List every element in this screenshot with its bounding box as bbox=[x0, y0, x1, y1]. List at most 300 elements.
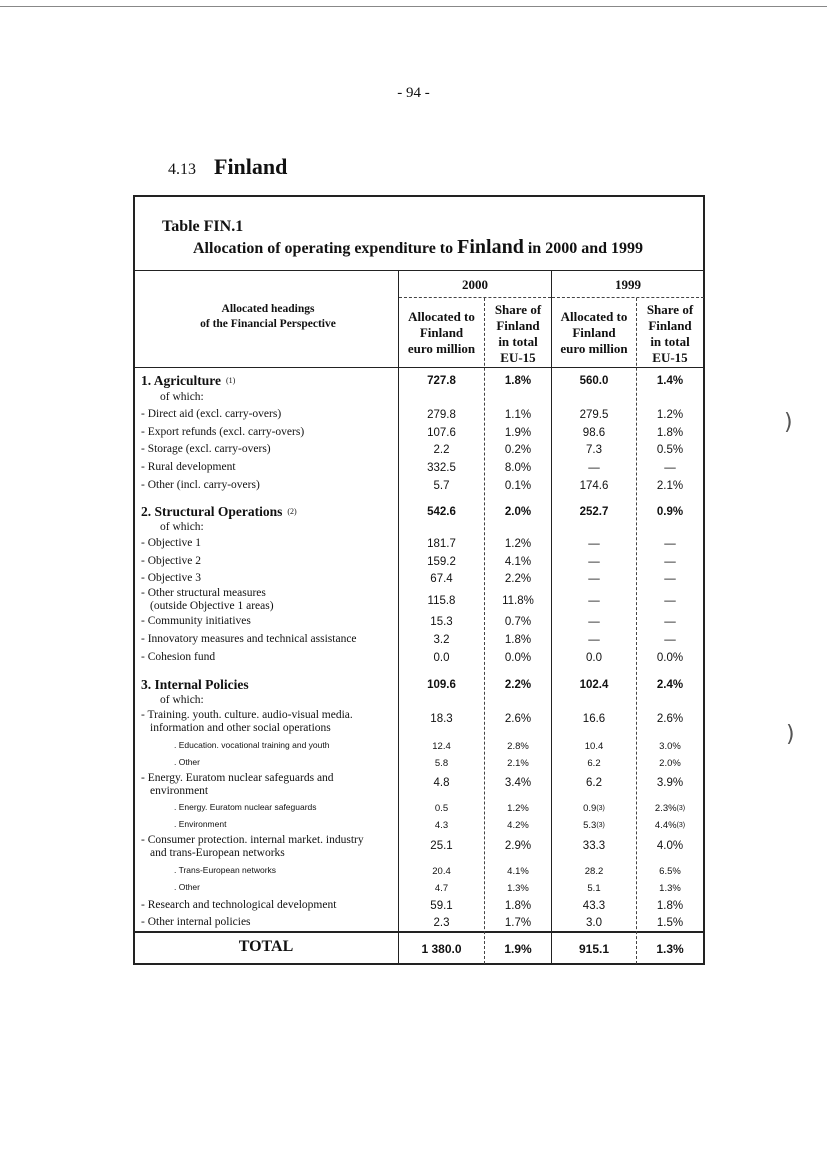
row-label bbox=[141, 555, 397, 568]
total-label: TOTAL bbox=[238, 938, 294, 955]
cell-alloc-2000 bbox=[399, 777, 484, 790]
cell-value: 8.0% bbox=[504, 462, 532, 474]
cell-value: 2.1% bbox=[507, 758, 529, 769]
cell-value: 1.2% bbox=[656, 409, 684, 421]
cell-share-1999 bbox=[636, 917, 704, 930]
cell-share-2000 bbox=[484, 444, 552, 457]
row-label-text: 3. Internal Policies bbox=[141, 677, 249, 692]
cell-share-1999 bbox=[636, 679, 704, 692]
cell-value: 33.3 bbox=[582, 840, 606, 852]
cell-value: 1.3% bbox=[659, 883, 681, 894]
row-label bbox=[141, 587, 397, 613]
share-line3: in total bbox=[650, 334, 690, 349]
cell-share-2000 bbox=[484, 865, 552, 878]
row-label bbox=[141, 408, 397, 421]
cell-value: 1.8% bbox=[504, 634, 532, 646]
section-row-label bbox=[141, 505, 397, 518]
cell-value: 3.9% bbox=[656, 777, 684, 789]
row-label-text: . Other bbox=[174, 882, 200, 892]
row-label-text: - Rural development bbox=[141, 461, 236, 473]
headings-line2: of the Financial Perspective bbox=[200, 318, 336, 330]
cell-value: 727.8 bbox=[427, 375, 456, 387]
cell-value: — bbox=[664, 573, 676, 585]
cell-share-2000 bbox=[484, 634, 552, 647]
cell-share-1999 bbox=[636, 634, 704, 647]
row-label-text: 2. Structural Operations bbox=[141, 504, 283, 519]
cell-value: — bbox=[588, 556, 600, 568]
cell-value: 16.6 bbox=[582, 713, 606, 725]
cell-alloc-1999 bbox=[552, 900, 636, 913]
row-label-text: - Research and technological development bbox=[141, 899, 337, 911]
share-line3: in total bbox=[498, 334, 538, 349]
cell-alloc-1999 bbox=[552, 538, 636, 551]
cell-value: 1.2% bbox=[507, 803, 529, 814]
cell-value: 2.2 bbox=[433, 444, 450, 456]
cell-share-2000 bbox=[484, 777, 552, 790]
cell-value: 2.8% bbox=[507, 741, 529, 752]
cell-value: 0.7% bbox=[504, 616, 532, 628]
cell-share-2000 bbox=[484, 713, 552, 726]
row-label-continuation: information and other social operations bbox=[150, 722, 331, 734]
cell-value: 181.7 bbox=[427, 538, 456, 550]
row-label-text: - Objective 3 bbox=[141, 572, 202, 584]
cell-value: 4.4% bbox=[654, 820, 677, 831]
cell-alloc-2000 bbox=[399, 652, 484, 665]
row-label-text: - Energy. Euratom nuclear safeguards and bbox=[141, 772, 334, 784]
cell-value: 43.3 bbox=[582, 900, 606, 912]
cell-value: 5.1 bbox=[587, 883, 601, 894]
table-title-country: Finland bbox=[457, 236, 524, 258]
cell-alloc-1999 bbox=[552, 865, 636, 878]
cell-alloc-2000 bbox=[399, 480, 484, 493]
cell-value: 542.6 bbox=[427, 506, 456, 518]
row-label-text: . Trans-European networks bbox=[174, 865, 277, 875]
cell-share-1999 bbox=[636, 427, 704, 440]
cell-share-1999 bbox=[636, 865, 704, 878]
cell-share-2000 bbox=[484, 480, 552, 493]
cell-value: 5.3 bbox=[583, 820, 597, 831]
cell-share-1999 bbox=[636, 375, 704, 388]
cell-alloc-2000 bbox=[399, 427, 484, 440]
cell-value: 159.2 bbox=[427, 556, 456, 568]
section-title: Finland bbox=[214, 154, 288, 179]
cell-value: 0.9 bbox=[583, 803, 597, 814]
row-label bbox=[141, 899, 397, 912]
cell-share-2000 bbox=[484, 802, 552, 815]
cell-alloc-2000 bbox=[399, 409, 484, 422]
cell-share-1999 bbox=[636, 462, 704, 475]
cell-value: 2.2% bbox=[504, 573, 532, 585]
cell-value: — bbox=[664, 538, 676, 550]
row-label-text: of which: bbox=[160, 391, 204, 403]
cell-alloc-2000 bbox=[399, 757, 484, 770]
cell-alloc-2000 bbox=[399, 375, 484, 388]
table-title bbox=[193, 236, 643, 259]
cell-share-2000 bbox=[484, 840, 552, 853]
cell-share-2000 bbox=[484, 375, 552, 388]
cell-value: 1.7% bbox=[504, 917, 532, 929]
table-title-post: in 2000 and 1999 bbox=[523, 240, 643, 257]
cell-share-1999 bbox=[636, 409, 704, 422]
cell-share-1999 bbox=[636, 595, 704, 608]
cell-value: 1.8% bbox=[504, 375, 532, 387]
row-label-text: - Other structural measures bbox=[141, 587, 266, 599]
cell-alloc-2000 bbox=[399, 444, 484, 457]
cell-value: 0.5 bbox=[434, 803, 449, 814]
cell-value: 3.2 bbox=[433, 634, 450, 646]
cell-value: 1.3% bbox=[507, 883, 529, 894]
share-line4: EU-15 bbox=[500, 350, 536, 365]
table-label: Table FIN.1 bbox=[162, 218, 244, 235]
cell-value: 560.0 bbox=[579, 375, 609, 387]
row-label bbox=[141, 461, 397, 474]
section-row-label bbox=[141, 374, 397, 387]
cell-share-2000 bbox=[484, 506, 552, 519]
cell-value: 115.8 bbox=[427, 595, 456, 607]
page-number: - 94 - bbox=[397, 85, 430, 101]
cell-alloc-1999 bbox=[552, 556, 636, 569]
cell-value: 5.7 bbox=[433, 480, 450, 492]
share-line2: Finland bbox=[496, 318, 540, 333]
row-label-text: . Education. vocational training and youth bbox=[174, 740, 330, 750]
cell-value: 3.0% bbox=[659, 741, 681, 752]
row-label bbox=[141, 916, 397, 929]
cell-share-2000 bbox=[484, 538, 552, 551]
cell-value: 1.8% bbox=[504, 900, 532, 912]
cell-value: 0.1% bbox=[504, 480, 532, 492]
row-label-text: of which: bbox=[160, 694, 204, 706]
row-label-continuation: (outside Objective 1 areas) bbox=[150, 600, 274, 612]
cell-value: 174.6 bbox=[579, 480, 609, 492]
cell-value: 3.4% bbox=[504, 777, 532, 789]
cell-value: 98.6 bbox=[582, 427, 606, 439]
cell-share-2000 bbox=[484, 917, 552, 930]
cell-alloc-2000 bbox=[399, 556, 484, 569]
cell-share-1999 bbox=[636, 740, 704, 753]
cell-alloc-1999 bbox=[552, 409, 636, 422]
cell-value: 7.3 bbox=[586, 444, 602, 456]
row-label bbox=[141, 834, 397, 860]
top-rule bbox=[0, 6, 827, 7]
cell-share-2000 bbox=[484, 819, 552, 832]
cell-value: 107.6 bbox=[427, 427, 456, 439]
cell-alloc-2000 bbox=[399, 740, 484, 753]
cell-share-1999 bbox=[636, 506, 704, 519]
header-bottom-rule bbox=[134, 367, 704, 368]
footnote-marker: (3) bbox=[596, 805, 605, 812]
cell-share-2000 bbox=[484, 427, 552, 440]
cell-value: — bbox=[664, 556, 676, 568]
alloc-line3: euro million bbox=[560, 341, 628, 356]
cell-value: 2.0% bbox=[504, 506, 532, 518]
margin-bracket-mark: ) bbox=[786, 722, 795, 747]
cell-value: — bbox=[588, 462, 600, 474]
cell-value: 1.8% bbox=[656, 900, 684, 912]
row-label bbox=[141, 615, 397, 628]
cell-value: 15.3 bbox=[430, 616, 453, 628]
cell-value: 4.7 bbox=[434, 883, 449, 894]
row-label-text: - Export refunds (excl. carry-overs) bbox=[141, 426, 305, 438]
cell-alloc-1999 bbox=[552, 679, 636, 692]
row-label-text: 1. Agriculture bbox=[141, 373, 221, 388]
alloc-line1: Allocated to bbox=[408, 309, 475, 324]
cell-share-1999 bbox=[636, 538, 704, 551]
cell-value: 2.3% bbox=[654, 803, 677, 814]
row-label-text: - Objective 1 bbox=[141, 537, 202, 549]
row-label-text: - Training. youth. culture. audio-visual media. bbox=[141, 709, 353, 721]
cell-value: 102.4 bbox=[579, 679, 609, 691]
cell-value: 0.0 bbox=[433, 652, 450, 664]
cell-value: 332.5 bbox=[427, 462, 456, 474]
cell-alloc-2000 bbox=[399, 882, 484, 895]
footnote-marker: (2) bbox=[287, 507, 297, 516]
cell-value: 2.4% bbox=[656, 679, 684, 691]
cell-share-1999 bbox=[636, 757, 704, 770]
alloc-header-2000 bbox=[399, 309, 484, 357]
cell-value: 0.0 bbox=[586, 652, 602, 664]
footnote-marker: (3) bbox=[596, 822, 605, 829]
headings-line1: Allocated headings bbox=[221, 303, 315, 315]
cell-share-2000 bbox=[484, 573, 552, 586]
row-label-text: . Energy. Euratom nuclear safeguards bbox=[174, 802, 317, 812]
year-2000-rule bbox=[399, 297, 551, 298]
row-label bbox=[141, 391, 397, 404]
row-label bbox=[141, 572, 397, 585]
cell-share-1999 bbox=[636, 652, 704, 665]
cell-share-2000 bbox=[484, 882, 552, 895]
cell-alloc-2000 bbox=[399, 634, 484, 647]
cell-value: 6.5% bbox=[659, 866, 681, 877]
cell-value: 1.5% bbox=[656, 917, 684, 929]
cell-share-1999 bbox=[636, 444, 704, 457]
cell-value: — bbox=[588, 616, 600, 628]
cell-alloc-1999 bbox=[552, 634, 636, 647]
cell-value: 1.4% bbox=[656, 375, 684, 387]
cell-alloc-2000 bbox=[399, 506, 484, 519]
row-label-text: - Innovatory measures and technical assistance bbox=[141, 633, 357, 645]
cell-value: 10.4 bbox=[584, 741, 604, 752]
year-1999-header: 1999 bbox=[615, 277, 641, 292]
alloc-line1: Allocated to bbox=[560, 309, 628, 324]
cell-value: 279.8 bbox=[427, 409, 456, 421]
row-label bbox=[141, 651, 397, 664]
cell-alloc-1999 bbox=[552, 757, 636, 770]
year-2000-header: 2000 bbox=[462, 277, 488, 292]
cell-alloc-1999 bbox=[552, 444, 636, 457]
cell-share-1999 bbox=[636, 882, 704, 895]
cell-alloc-2000 bbox=[399, 573, 484, 586]
cell-value: 0.0% bbox=[656, 652, 684, 664]
cell-value: 3.0 bbox=[586, 917, 602, 929]
row-label bbox=[141, 633, 397, 646]
cell-value: 1.9% bbox=[504, 427, 532, 439]
cell-share-1999 bbox=[636, 840, 704, 853]
cell-value: 0.2% bbox=[504, 444, 532, 456]
row-label-text: - Direct aid (excl. carry-overs) bbox=[141, 408, 282, 420]
cell-alloc-2000 bbox=[399, 865, 484, 878]
cell-alloc-1999 bbox=[552, 713, 636, 726]
cell-value: 4.0% bbox=[656, 840, 684, 852]
share-line1: Share of bbox=[646, 302, 694, 317]
cell-share-1999 bbox=[636, 556, 704, 569]
row-label-text: - Consumer protection. internal market. industry bbox=[141, 834, 364, 846]
cell-alloc-2000 bbox=[399, 595, 484, 608]
cell-alloc-2000 bbox=[399, 917, 484, 930]
cell-value: 2.2% bbox=[504, 679, 532, 691]
row-label bbox=[141, 426, 397, 439]
cell-share-2000 bbox=[484, 679, 552, 692]
row-label-text: of which: bbox=[160, 521, 204, 533]
cell-alloc-1999 bbox=[552, 802, 636, 815]
row-label bbox=[141, 443, 397, 456]
row-label bbox=[141, 801, 397, 814]
cell-alloc-1999 bbox=[552, 595, 636, 608]
section-row-label bbox=[141, 678, 397, 691]
cell-alloc-2000 bbox=[399, 819, 484, 832]
footnote-marker: (1) bbox=[226, 376, 236, 385]
cell-value: 6.2 bbox=[587, 758, 601, 769]
cell-alloc-1999 bbox=[552, 882, 636, 895]
row-label-continuation: environment bbox=[150, 785, 209, 797]
cell-alloc-2000 bbox=[399, 713, 484, 726]
cell-value: 2.6% bbox=[656, 713, 684, 725]
cell-alloc-1999 bbox=[552, 840, 636, 853]
alloc-header-1999 bbox=[552, 309, 636, 357]
cell-share-2000 bbox=[484, 900, 552, 913]
cell-alloc-1999 bbox=[552, 375, 636, 388]
cell-value: 28.2 bbox=[584, 866, 604, 877]
cell-value: — bbox=[664, 634, 676, 646]
cell-alloc-1999 bbox=[552, 573, 636, 586]
cell-share-2000 bbox=[484, 757, 552, 770]
total-rule bbox=[134, 931, 704, 933]
cell-value: — bbox=[588, 595, 600, 607]
cell-value: 2.6% bbox=[504, 713, 532, 725]
cell-alloc-1999 bbox=[552, 819, 636, 832]
cell-value: 2.0% bbox=[659, 758, 681, 769]
cell-value: 252.7 bbox=[579, 506, 609, 518]
cell-alloc-1999 bbox=[552, 462, 636, 475]
alloc-line2: Finland bbox=[419, 325, 464, 340]
cell-value: 109.6 bbox=[427, 679, 456, 691]
cell-alloc-1999 bbox=[552, 652, 636, 665]
row-label bbox=[141, 709, 397, 735]
cell-alloc-2000 bbox=[399, 616, 484, 629]
footnote-marker: (3) bbox=[676, 805, 686, 812]
cell-alloc-1999 bbox=[552, 740, 636, 753]
cell-value: — bbox=[588, 634, 600, 646]
total-share-1999: 1.3% bbox=[656, 942, 684, 956]
cell-share-1999 bbox=[636, 616, 704, 629]
cell-value: 1.2% bbox=[504, 538, 532, 550]
cell-alloc-2000 bbox=[399, 840, 484, 853]
cell-value: 59.1 bbox=[430, 900, 453, 912]
cell-alloc-2000 bbox=[399, 802, 484, 815]
margin-bracket-mark: ) bbox=[784, 410, 793, 435]
table-title-pre: Allocation of operating expenditure to bbox=[193, 240, 458, 257]
row-label bbox=[141, 739, 397, 752]
row-label bbox=[141, 521, 397, 534]
share-line1: Share of bbox=[494, 302, 542, 317]
section-heading bbox=[168, 154, 287, 180]
cell-share-2000 bbox=[484, 595, 552, 608]
cell-value: 5.8 bbox=[434, 758, 449, 769]
footnote-marker: (3) bbox=[676, 822, 686, 829]
alloc-line3: euro million bbox=[407, 341, 476, 356]
row-label bbox=[141, 756, 397, 769]
cell-share-2000 bbox=[484, 652, 552, 665]
cell-share-2000 bbox=[484, 616, 552, 629]
cell-value: 2.3 bbox=[433, 917, 450, 929]
cell-value: 4.2% bbox=[507, 820, 529, 831]
cell-value: 4.3 bbox=[434, 820, 449, 831]
row-label bbox=[141, 537, 397, 550]
cell-value: 279.5 bbox=[579, 409, 609, 421]
cell-value: 6.2 bbox=[586, 777, 602, 789]
row-label-text: . Other bbox=[174, 757, 200, 767]
cell-value: 1.1% bbox=[504, 409, 532, 421]
cell-share-1999 bbox=[636, 713, 704, 726]
total-alloc-1999: 915.1 bbox=[578, 942, 610, 956]
cell-value: 11.8% bbox=[502, 595, 534, 607]
cell-share-1999 bbox=[636, 819, 704, 832]
header-top-rule bbox=[134, 270, 704, 271]
cell-value: 4.1% bbox=[504, 556, 532, 568]
row-label-text: - Community initiatives bbox=[141, 615, 251, 627]
alloc-line2: Finland bbox=[572, 325, 616, 340]
cell-share-2000 bbox=[484, 740, 552, 753]
cell-alloc-2000 bbox=[399, 538, 484, 551]
row-label bbox=[141, 772, 397, 798]
cell-value: 67.4 bbox=[430, 573, 453, 585]
total-share-2000: 1.9% bbox=[504, 942, 532, 956]
cell-value: — bbox=[664, 595, 676, 607]
cell-value: — bbox=[588, 538, 600, 550]
cell-alloc-1999 bbox=[552, 427, 636, 440]
cell-share-2000 bbox=[484, 556, 552, 569]
cell-share-2000 bbox=[484, 462, 552, 475]
cell-share-1999 bbox=[636, 573, 704, 586]
cell-value: — bbox=[664, 616, 676, 628]
row-label-text: - Other internal policies bbox=[141, 916, 251, 928]
row-label-text: - Objective 2 bbox=[141, 555, 202, 567]
row-label bbox=[141, 694, 397, 707]
year-1999-rule bbox=[552, 297, 704, 298]
cell-value: 2.1% bbox=[656, 480, 684, 492]
cell-value: 18.3 bbox=[430, 713, 453, 725]
cell-share-1999 bbox=[636, 802, 704, 815]
cell-value: 4.1% bbox=[507, 866, 529, 877]
share-line4: EU-15 bbox=[652, 350, 688, 365]
cell-value: 20.4 bbox=[432, 866, 451, 877]
cell-alloc-2000 bbox=[399, 679, 484, 692]
cell-alloc-2000 bbox=[399, 900, 484, 913]
cell-value: 0.9% bbox=[656, 506, 684, 518]
cell-value: 0.0% bbox=[504, 652, 532, 664]
row-label-text: - Storage (excl. carry-overs) bbox=[141, 443, 271, 455]
cell-share-1999 bbox=[636, 480, 704, 493]
row-label bbox=[141, 864, 397, 877]
row-label-text: - Cohesion fund bbox=[141, 651, 216, 663]
cell-alloc-1999 bbox=[552, 480, 636, 493]
total-alloc-2000: 1 380.0 bbox=[421, 942, 462, 956]
row-label bbox=[141, 881, 397, 894]
headings-column-header bbox=[140, 302, 396, 332]
cell-value: — bbox=[664, 462, 676, 474]
cell-alloc-1999 bbox=[552, 777, 636, 790]
row-label-continuation: and trans-European networks bbox=[150, 847, 285, 859]
cell-value: 12.4 bbox=[432, 741, 451, 752]
